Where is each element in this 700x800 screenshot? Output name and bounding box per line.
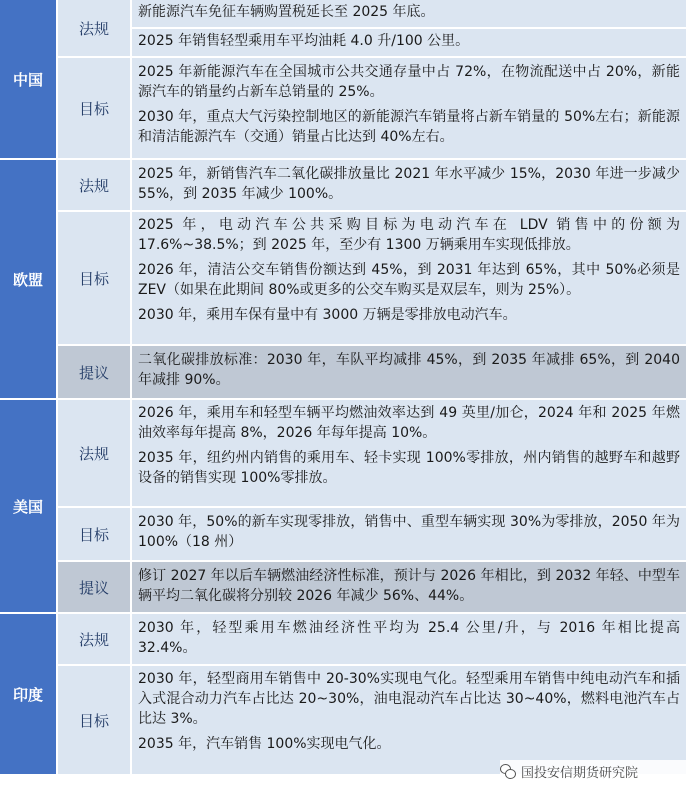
cell-text: 2025 年新能源汽车在全国城市公共交通存量中占 72%，在物流配送中占 20%，新能源汽车的销量约占新车总销量的 25%。 — [138, 64, 680, 100]
cell-text: 2025 年销售轻型乘用车平均油耗 4.0 升/100 公里。 — [138, 33, 470, 49]
type-label: 提议 — [78, 363, 109, 382]
cell-china-regulation-1 — [132, 0, 686, 27]
region-india — [0, 614, 56, 774]
type-label: 法规 — [78, 444, 109, 463]
cell-eu-regulation — [132, 160, 686, 210]
type-eu-regulation — [58, 160, 130, 210]
cell-india-target — [132, 666, 686, 774]
type-label: 提议 — [78, 578, 109, 597]
cell-us-regulation — [132, 400, 686, 506]
cell-text: 2026 年，乘用车和轻型车辆平均燃油效率达到 49 英里/加仑，2024 年和 2025 年燃油效率每年提高 8%，2026 年每年提高 10%。 — [138, 405, 680, 441]
type-us-regulation — [58, 400, 130, 506]
watermark — [500, 760, 690, 782]
type-china-target — [58, 58, 130, 158]
cell-text: 2035 年，纽约州内销售的乘用车、轻卡实现 100%零排放，州内销售的越野车和越野设备的销售实现 100%零排放。 — [138, 450, 680, 486]
type-label: 法规 — [78, 19, 109, 38]
region-label: 印度 — [12, 685, 43, 704]
cell-text: 2030 年，乘用车保有量中有 3000 万辆是零排放电动汽车。 — [138, 307, 517, 323]
type-label: 目标 — [78, 525, 109, 544]
type-eu-target — [58, 212, 130, 344]
cell-text: 2026 年，清洁公交车销售份额达到 45%，到 2031 年达到 65%，其中 50%必须是 ZEV（如果在此期间 80%或更多的公交车购买是双层车，则为 25%）。 — [138, 262, 680, 298]
type-us-proposal — [58, 562, 130, 612]
cell-text: 2030 年，50%的新车实现零排放，销售中、重型车辆实现 30%为零排放，2050 年为 100%（18 州） — [138, 514, 680, 550]
cell-china-target — [132, 58, 686, 158]
type-label: 目标 — [78, 99, 109, 118]
cell-text: 2030 年，轻型商用车销售中 20-30%实现电气化。轻型乘用车销售中纯电动汽车和插入式混合动力汽车占比达 20~30%，油电混动汽车占比达 30~40%，燃料电池汽车占比达 3%。 — [138, 671, 680, 727]
cell-text: 二氧化碳排放标准：2030 年，车队平均减排 45%，到 2035 年减排 65%，到 2040 年减排 90%。 — [138, 352, 680, 388]
type-us-target — [58, 508, 130, 560]
cell-text: 2030 年，重点大气污染控制地区的新能源汽车销量将占新车销量的 50%左右；新能源和清洁能源汽车（交通）销量占比达到 40%左右。 — [138, 109, 680, 145]
cell-india-regulation — [132, 614, 686, 664]
region-eu — [0, 160, 56, 398]
cell-text: 2035 年，汽车销售 100%实现电气化。 — [138, 736, 391, 752]
cell-text: 2030 年，轻型乘用车燃油经济性平均为 25.4 公里/升，与 2016 年相比提高 32.4%。 — [138, 620, 680, 656]
region-us — [0, 400, 56, 612]
cell-eu-target — [132, 212, 686, 344]
wechat-icon — [500, 763, 516, 779]
region-label: 中国 — [12, 70, 43, 89]
type-china-regulation — [58, 0, 130, 56]
cell-text: 2025 年，电动汽车公共采购目标为电动汽车在 LDV 销售中的份额为 17.6%~38.5%；到 2025 年，至少有 1300 万辆乘用车实现低排放。 — [138, 217, 680, 253]
cell-text: 2025 年，新销售汽车二氧化碳排放量比 2021 年水平减少 15%，2030 年进一步减少 55%，到 2035 年减少 100%。 — [138, 166, 680, 202]
type-label: 目标 — [78, 269, 109, 288]
type-india-target — [58, 666, 130, 774]
region-china — [0, 0, 56, 158]
cell-text: 新能源汽车免征车辆购置税延长至 2025 年底。 — [138, 4, 435, 20]
cell-text: 修订 2027 年以后车辆燃油经济性标准，预计与 2026 年相比，到 2032 年轻、中型车辆平均二氧化碳将分别较 2026 年减少 56%、44%。 — [138, 568, 680, 604]
cell-eu-proposal — [132, 346, 686, 398]
cell-us-proposal — [132, 562, 686, 612]
cell-us-target — [132, 508, 686, 560]
watermark-text: 国投安信期货研究院 — [521, 765, 639, 781]
type-label: 目标 — [78, 711, 109, 730]
type-india-regulation — [58, 614, 130, 664]
cell-china-regulation-2 — [132, 29, 686, 56]
region-label: 美国 — [12, 497, 43, 516]
type-label: 法规 — [78, 176, 109, 195]
type-eu-proposal — [58, 346, 130, 398]
region-label: 欧盟 — [12, 270, 43, 289]
type-label: 法规 — [78, 630, 109, 649]
